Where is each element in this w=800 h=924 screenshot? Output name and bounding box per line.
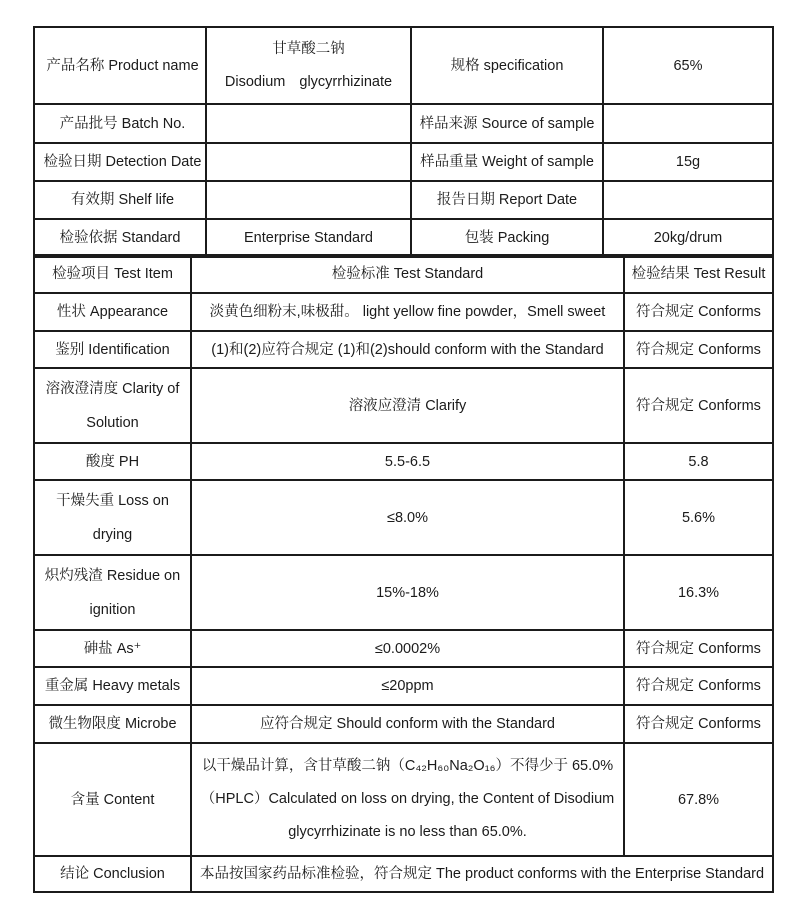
residue-item: 炽灼残渣 Residue on ignition: [34, 555, 191, 630]
arsenic-item: 砷盐 As⁺: [34, 630, 191, 667]
identification-result: 符合规定 Conforms: [624, 331, 773, 368]
residue-standard: 15%-18%: [191, 555, 624, 630]
content-standard-cell: [191, 743, 624, 856]
test-row-heavy-metals: [34, 667, 773, 705]
specification-value: 65%: [603, 27, 773, 104]
test-row-loss-on-drying: [34, 480, 773, 555]
test-row-residue-on-ignition: [34, 555, 773, 630]
standard-basis-value: Enterprise Standard: [206, 219, 411, 257]
packing-value: 20kg/drum: [603, 219, 773, 257]
product-name-label: 产品名称 Product name: [34, 27, 206, 104]
ph-item: 酸度 PH: [34, 443, 191, 480]
standard-basis-label: 检验依据 Standard: [34, 219, 206, 257]
test-row-clarity: [34, 368, 773, 443]
content-standard-line-3: glycyrrhizinate is no less than 65.0%.: [288, 824, 527, 840]
content-item: 含量 Content: [34, 743, 191, 856]
microbe-item: 微生物限度 Microbe: [34, 705, 191, 743]
report-date-label: 报告日期 Report Date: [411, 181, 603, 219]
content-standard-line-2: （HPLC）Calculated on loss on drying, the Content of Disodium: [200, 791, 615, 807]
product-name-en: Disodium glycyrrhizinate: [224, 73, 393, 90]
shelf-life-value: [206, 181, 411, 219]
column-header-test-standard: 检验标准 Test Standard: [191, 255, 624, 293]
weight-of-sample-label: 样品重量 Weight of sample: [411, 143, 603, 181]
clarity-standard: 溶液应澄清 Clarify: [191, 368, 624, 443]
product-name-cn: 甘草酸二钠: [272, 40, 345, 57]
loss-on-drying-item: 干燥失重 Loss on drying: [34, 480, 191, 555]
info-row-product-name: [34, 27, 773, 104]
info-row-batch-no: [34, 104, 773, 143]
test-row-microbe: [34, 705, 773, 743]
weight-of-sample-value: 15g: [603, 143, 773, 181]
batch-no-value: [206, 104, 411, 143]
product-name-value-cell: [206, 27, 411, 104]
source-of-sample-label: 样品来源 Source of sample: [411, 104, 603, 143]
ph-result: 5.8: [624, 443, 773, 480]
test-row-appearance: [34, 293, 773, 331]
info-row-standard: [34, 219, 773, 257]
report-date-value: [603, 181, 773, 219]
identification-item: 鉴别 Identification: [34, 331, 191, 368]
test-header-row: [34, 255, 773, 293]
clarity-item: 溶液澄清度 Clarity of Solution: [34, 368, 191, 443]
detection-date-label: 检验日期 Detection Date: [34, 143, 206, 181]
column-header-test-item: 检验项目 Test Item: [34, 255, 191, 293]
packing-label: 包装 Packing: [411, 219, 603, 257]
residue-result: 16.3%: [624, 555, 773, 630]
arsenic-standard: ≤0.0002%: [191, 630, 624, 667]
identification-standard: (1)和(2)应符合规定 (1)和(2)should conform with the Standard: [191, 331, 624, 368]
detection-date-value: [206, 143, 411, 181]
heavy-metals-standard: ≤20ppm: [191, 667, 624, 705]
conclusion-row: [34, 856, 773, 892]
appearance-result: 符合规定 Conforms: [624, 293, 773, 331]
shelf-life-label: 有效期 Shelf life: [34, 181, 206, 219]
loss-on-drying-standard: ≤8.0%: [191, 480, 624, 555]
conclusion-label: 结论 Conclusion: [34, 856, 191, 892]
microbe-result: 符合规定 Conforms: [624, 705, 773, 743]
ph-standard: 5.5-6.5: [191, 443, 624, 480]
appearance-item: 性状 Appearance: [34, 293, 191, 331]
test-results-table: [33, 254, 774, 893]
content-result: 67.8%: [624, 743, 773, 856]
header-info-table: [33, 26, 774, 258]
loss-on-drying-result: 5.6%: [624, 480, 773, 555]
microbe-standard: 应符合规定 Should conform with the Standard: [191, 705, 624, 743]
test-row-ph: [34, 443, 773, 480]
test-row-arsenic: [34, 630, 773, 667]
info-row-detection-date: [34, 143, 773, 181]
column-header-test-result: 检验结果 Test Result: [624, 255, 773, 293]
test-row-content: [34, 743, 773, 856]
content-standard-line-1: 以干燥品计算，含甘草酸二钠（C₄₂H₆₀Na₂O₁₆）不得少于 65.0%: [201, 758, 614, 774]
info-row-shelf-life: [34, 181, 773, 219]
clarity-result: 符合规定 Conforms: [624, 368, 773, 443]
batch-no-label: 产品批号 Batch No.: [34, 104, 206, 143]
source-of-sample-value: [603, 104, 773, 143]
appearance-standard: 淡黄色细粉末,味极甜。 light yellow fine powder，Smell sweet: [191, 293, 624, 331]
heavy-metals-item: 重金属 Heavy metals: [34, 667, 191, 705]
heavy-metals-result: 符合规定 Conforms: [624, 667, 773, 705]
test-row-identification: [34, 331, 773, 368]
arsenic-result: 符合规定 Conforms: [624, 630, 773, 667]
specification-label: 规格 specification: [411, 27, 603, 104]
conclusion-text: 本品按国家药品标准检验，符合规定 The product conforms with the Enterprise Standard: [191, 856, 773, 892]
